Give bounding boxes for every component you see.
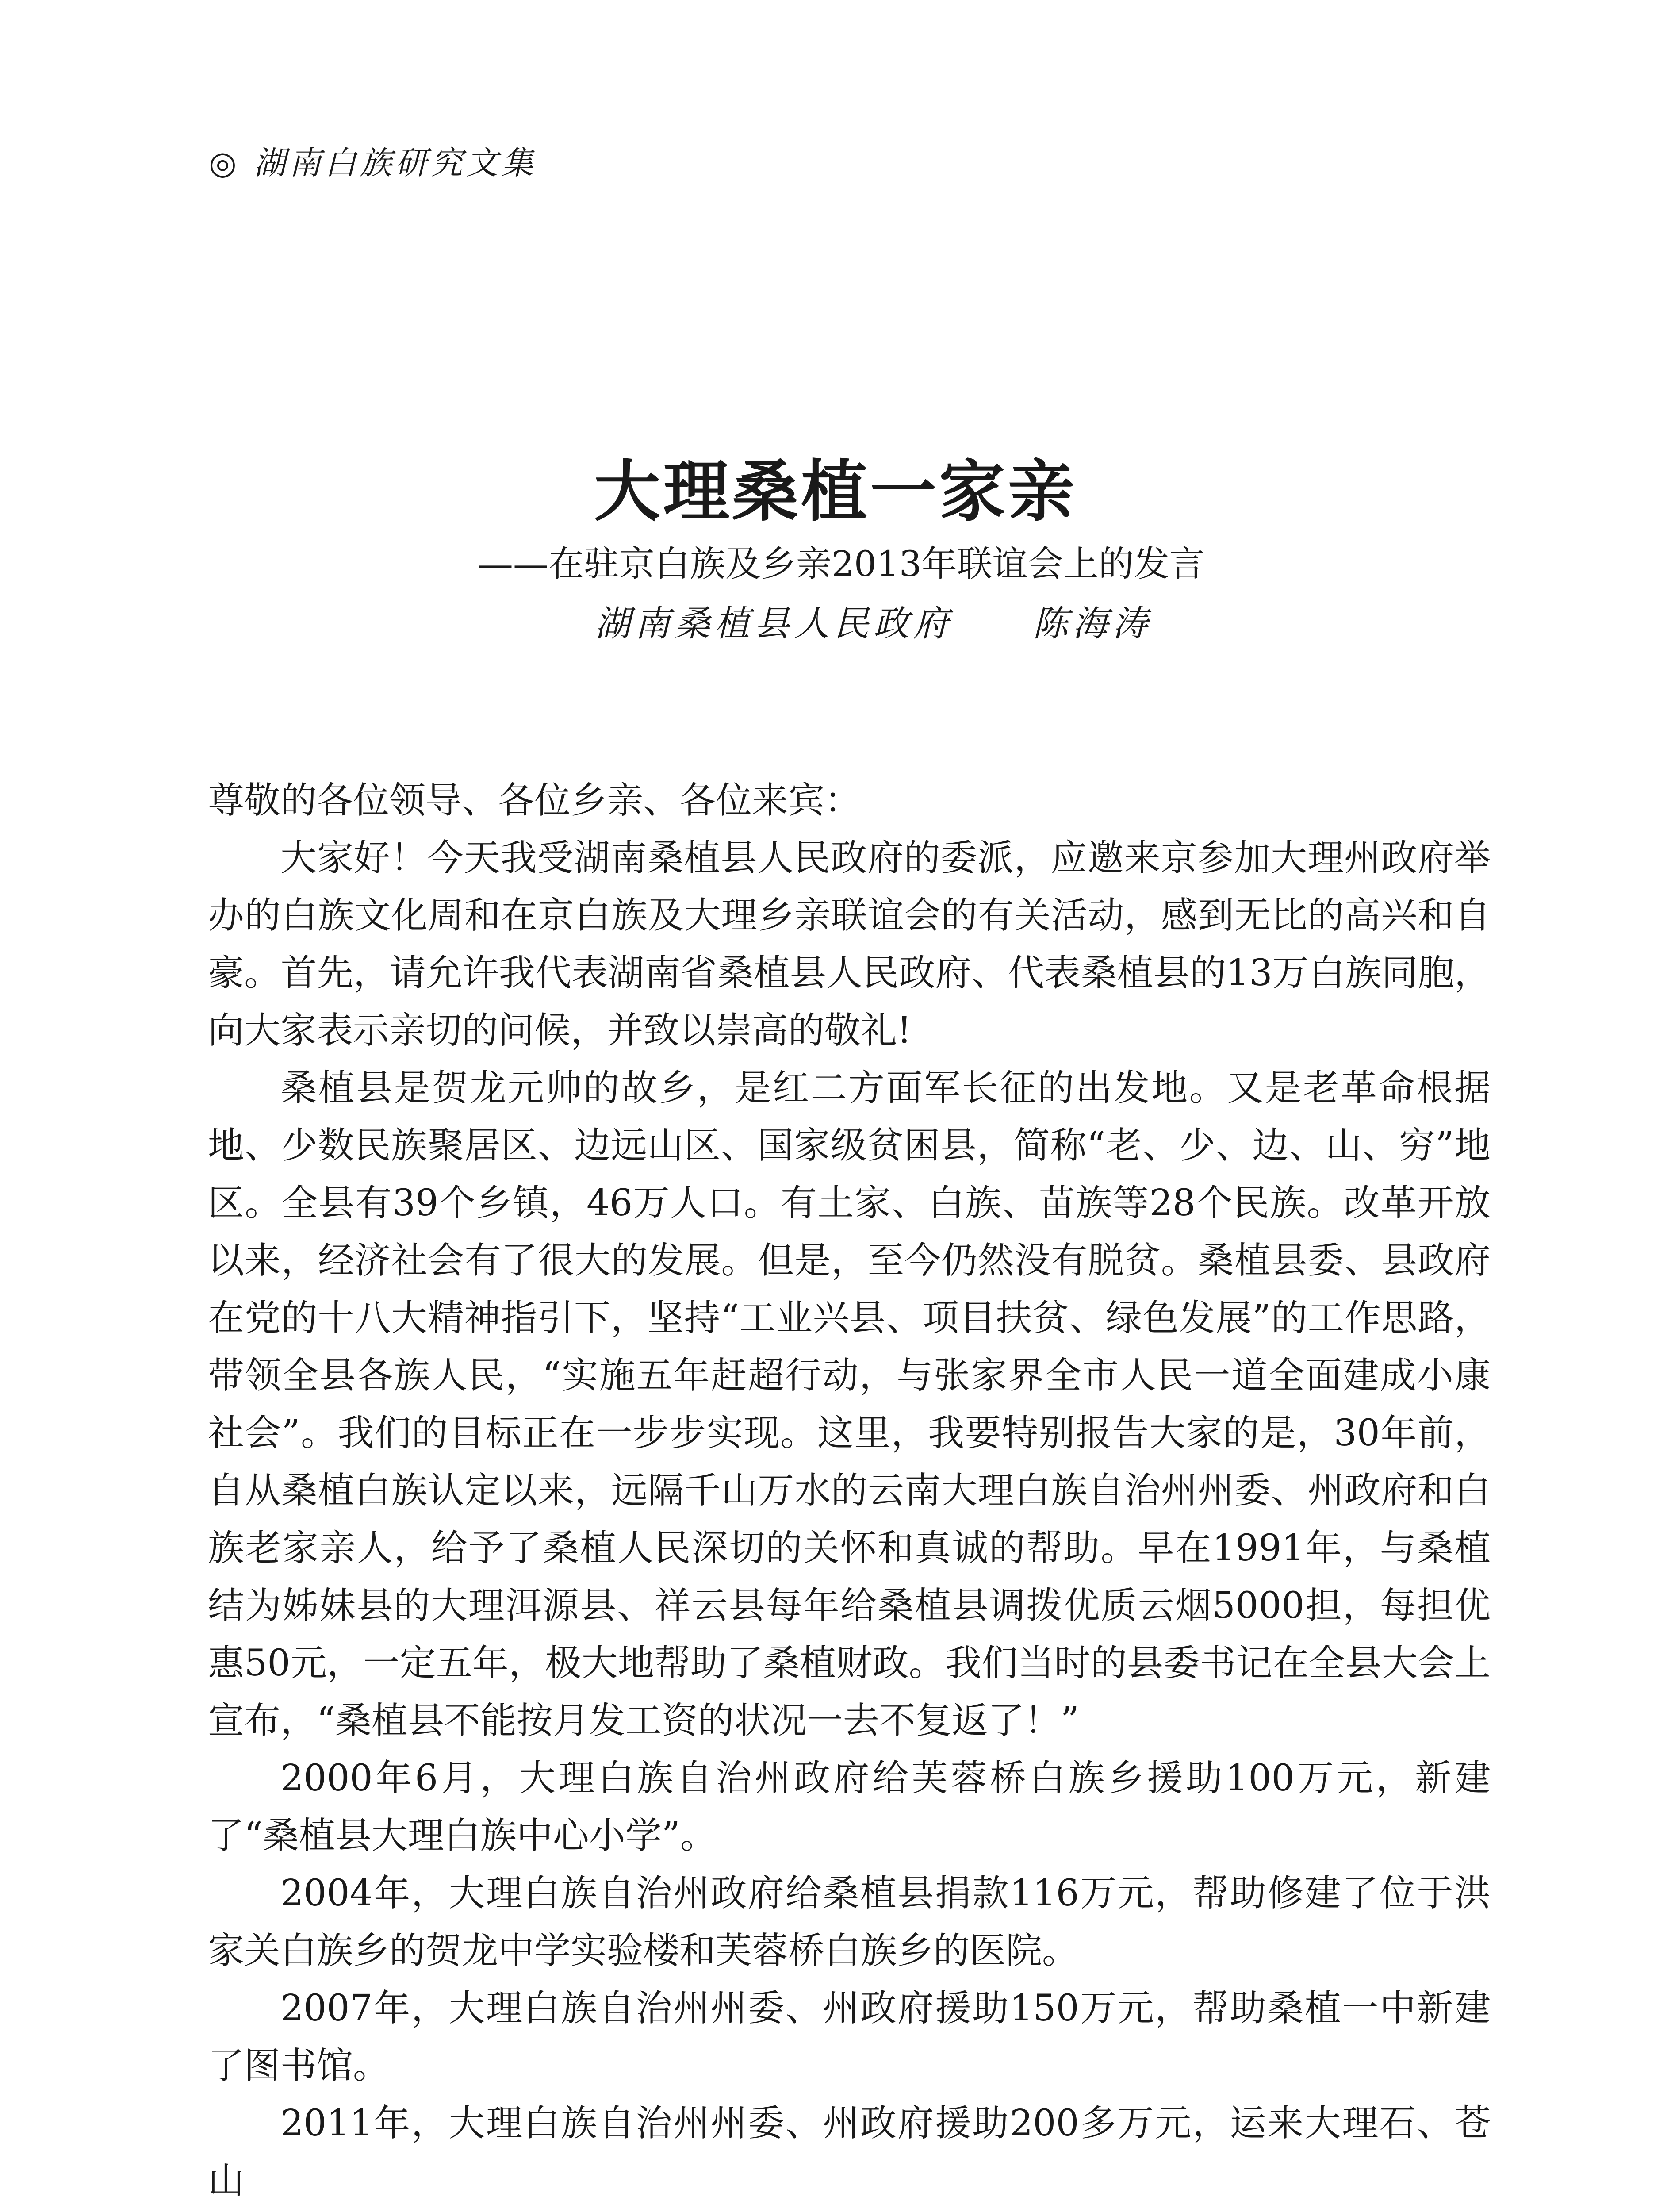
- body-paragraph: 2004年，大理白族自治州政府给桑植县捐款116万元，帮助修建了位于洪家关白族乡的贺龙中学实验楼和芙蓉桥白族乡的医院。: [208, 1872, 1491, 1972]
- running-header: ◎ 湖南白族研究文集: [209, 144, 537, 181]
- salutation: 尊敬的各位领导、各位乡亲、各位来宾：: [208, 780, 861, 822]
- byline-author: 陈海涛: [1033, 603, 1152, 644]
- article-body: [208, 772, 1491, 2210]
- byline: [595, 595, 1152, 646]
- body-paragraph: 大家好！今天我受湖南桑植县人民政府的委派，应邀来京参加大理州政府举办的白族文化周和在京白族及大理乡亲联谊会的有关活动，感到无比的高兴和自豪。首先，请允许我代表湖南省桑植县人民政府、代表桑植县的13万白族同胞，向大家表示亲切的问候，并致以崇高的敬礼!: [208, 837, 1491, 1052]
- body-paragraph: 2011年，大理白族自治州州委、州政府援助200多万元，运来大理石、苍山: [208, 2102, 1491, 2202]
- body-paragraph: 桑植县是贺龙元帅的故乡，是红二方面军长征的出发地。又是老革命根据地、少数民族聚居区、边远山区、国家级贫困县，简称“老、少、边、山、穷”地区。全县有39个乡镇，46万人口。有土家、白族、苗族等28个民族。改革开放以来，经济社会有了很大的发展。但是，至今仍然没有脱贫。桑植县委、县政府在党的十八大精神指引下，坚持“工业兴县、项目扶贫、绿色发展”的工作思路，带领全县各族人民，“实施五年赶超行动，与张家界全市人民一道全面建成小康社会”。我们的目标正在一步步实现。这里，我要特别报告大家的是，30年前，自从桑植白族认定以来，远隔千山万水的云南大理白族自治州州委、州政府和白族老家亲人，给予了桑植人民深切的关怀和真诚的帮助。早在1991年，与桑植结为姊妹县的大理洱源县、祥云县每年给桑植县调拨优质云烟5000担，每担优惠50元，一定五年，极大地帮助了桑植财政。我们当时的县委书记在全县大会上宣布，“桑植县不能按月发工资的状况一去不复返了！”: [208, 1067, 1491, 1742]
- body-paragraph: 2007年，大理白族自治州州委、州政府援助150万元，帮助桑植一中新建了图书馆。: [208, 1987, 1491, 2087]
- byline-organization: 湖南桑植县人民政府: [595, 603, 953, 644]
- article-title: 大理桑植一家亲: [594, 453, 1077, 530]
- body-paragraph: 2000年6月，大理白族自治州政府给芙蓉桥白族乡援助100万元，新建了“桑植县大理白族中心小学”。: [208, 1757, 1491, 1857]
- article-subtitle: ——在驻京白族及乡亲2013年联谊会上的发言: [478, 543, 1205, 584]
